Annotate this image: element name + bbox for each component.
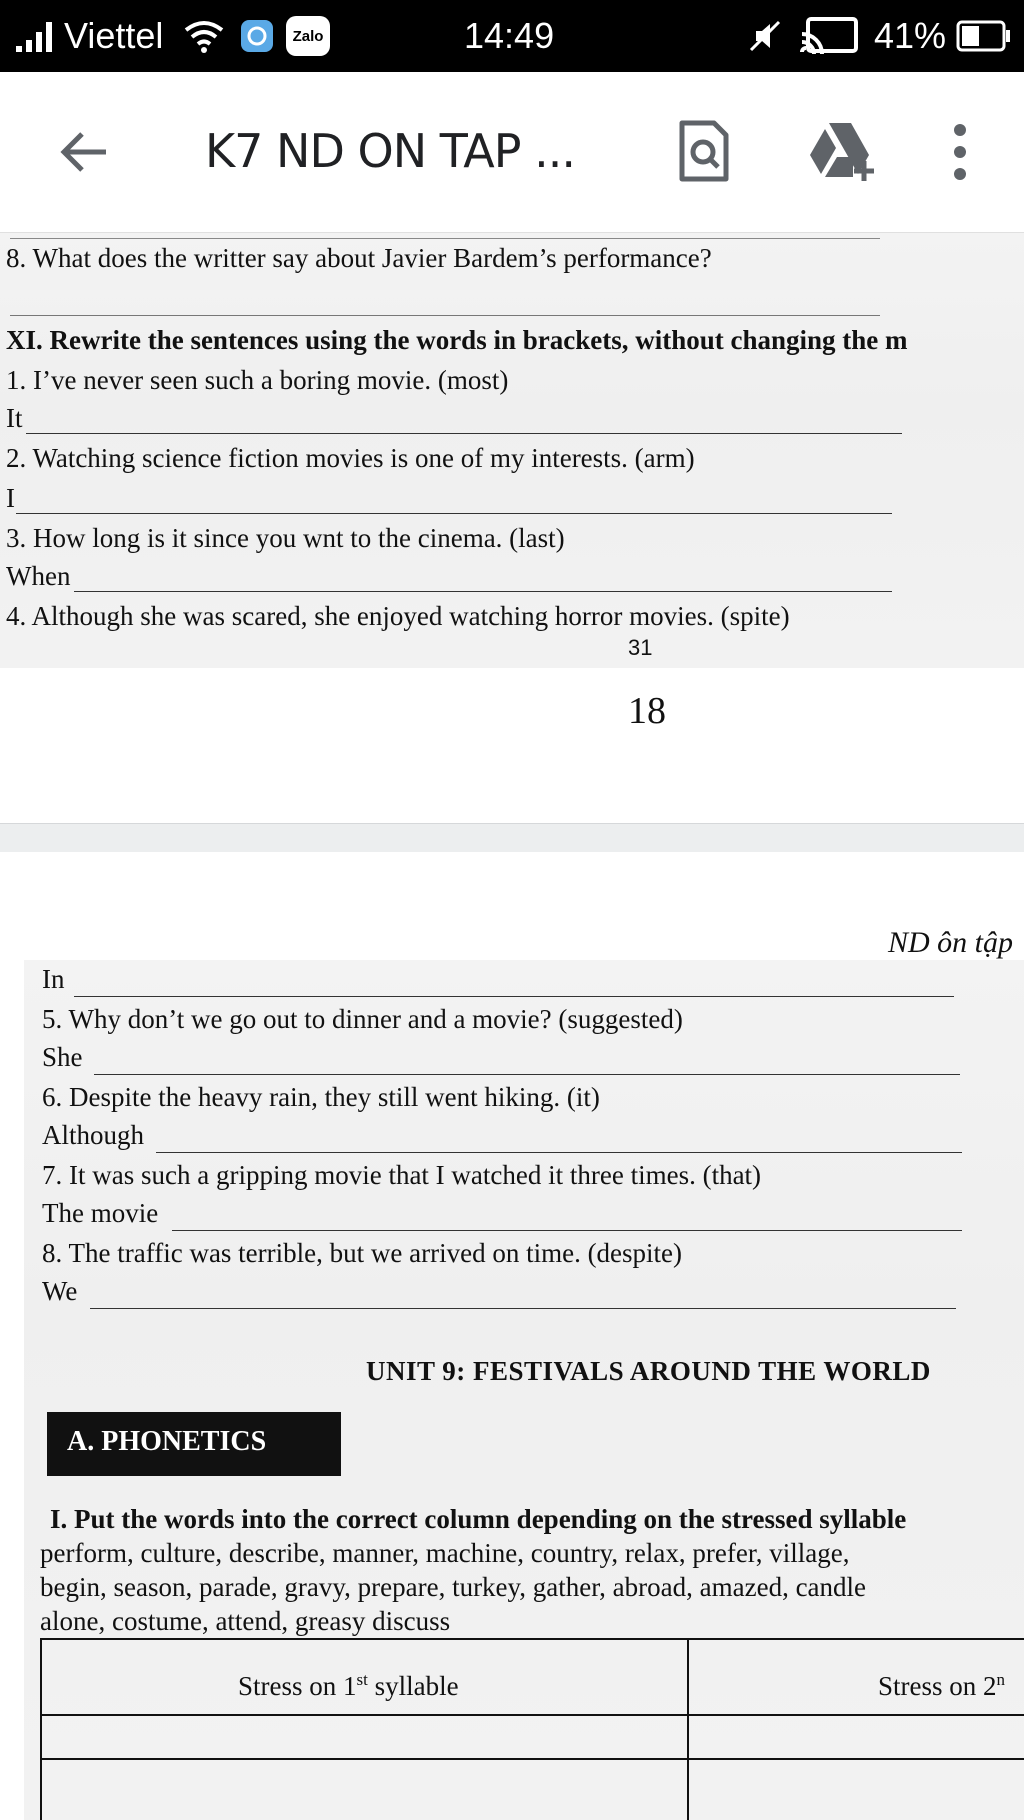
answer-line-6: [156, 1152, 962, 1153]
app-bar: [0, 72, 1024, 232]
answer-line-8: [90, 1308, 956, 1309]
section-xi-heading: XI. Rewrite the sentences using the words in brackets, without changing the m: [6, 325, 908, 355]
answer-prefix-6: Although: [42, 1120, 145, 1150]
answer-prefix-4: In: [42, 964, 65, 994]
more-vert-icon: [950, 122, 970, 182]
answer-line-4: [74, 996, 954, 997]
more-options-button[interactable]: [940, 112, 980, 192]
clock: 14:49: [464, 15, 555, 56]
table-row-divider: [42, 1758, 1024, 1760]
table-column-divider: [687, 1640, 689, 1820]
zalo-icon: [286, 0, 330, 72]
drive-add-icon: [807, 119, 879, 183]
carrier-name: Viettel: [64, 15, 164, 56]
app-notification-icon: [240, 0, 274, 72]
phonetics-label-box: [47, 1412, 341, 1476]
zalo-label: Zalo: [292, 27, 324, 45]
phonetics-label: A. PHONETICS: [67, 1426, 267, 1457]
rewrite-question-6: 6. Despite the heavy rain, they still went hiking. (it): [42, 1082, 600, 1112]
answer-line-3: [74, 591, 892, 592]
answer-prefix-1: It: [6, 403, 23, 433]
answer-prefix-7: The movie: [42, 1198, 159, 1228]
pdf-page-18: [0, 233, 1024, 823]
column-header-sup: st: [356, 1670, 368, 1689]
wifi-icon: [184, 0, 224, 72]
add-to-drive-button[interactable]: [800, 110, 886, 192]
column-header-sup: n: [996, 1670, 1006, 1689]
document-title: K7 ND ON TAP ...: [205, 124, 575, 178]
answer-line-7: [172, 1230, 962, 1231]
answer-prefix-5: She: [42, 1042, 83, 1072]
exercise-1-heading: I. Put the words into the correct column depending on the stressed syllable: [50, 1504, 907, 1534]
rewrite-question-1: 1. I’ve never seen such a boring movie. (most): [6, 365, 509, 395]
answer-prefix-2: I: [6, 483, 15, 513]
rewrite-question-2: 2. Watching science fiction movies is one of my interests. (arm): [6, 443, 695, 473]
answer-line-2: [16, 513, 892, 514]
column-header-text: syllable: [367, 1671, 459, 1701]
battery-percent: 41%: [874, 15, 947, 56]
table-row-divider: [42, 1714, 1024, 1716]
signal-icon: [14, 0, 60, 72]
cast-icon: [800, 0, 860, 72]
question-8: 8. What does the writter say about Javier Bardem’s performance?: [6, 243, 712, 273]
word-list-line-1: perform, culture, describe, manner, machine, country, relax, prefer, village,: [40, 1538, 850, 1568]
document-search-icon: [676, 119, 732, 183]
find-in-document-button[interactable]: [666, 110, 742, 192]
stress-table: [40, 1638, 1024, 1820]
rewrite-question-8: 8. The traffic was terrible, but we arrived on time. (despite): [42, 1238, 683, 1268]
rewrite-question-4: 4. Although she was scared, she enjoyed watching horror movies. (spite): [6, 601, 790, 631]
rewrite-question-5: 5. Why don’t we go out to dinner and a movie? (suggested): [42, 1004, 683, 1034]
unit-title: UNIT 9: FESTIVALS AROUND THE WORLD: [366, 1356, 931, 1386]
answer-line: [10, 315, 880, 316]
answer-prefix-8: We: [42, 1276, 78, 1306]
column-header-text: Stress on 1: [238, 1671, 357, 1701]
column-header-1st-syllable: [238, 1670, 459, 1702]
column-header-text: Stress on 2: [878, 1671, 997, 1701]
rewrite-question-3: 3. How long is it since you wnt to the cinema. (last): [6, 523, 565, 553]
answer-line-1: [26, 433, 902, 434]
word-list-line-2: begin, season, parade, gravy, prepare, turkey, gather, abroad, amazed, candle: [40, 1572, 867, 1602]
page-number: 18: [628, 690, 666, 732]
printed-page-number: 31: [628, 635, 653, 660]
running-header: ND ôn tập: [888, 926, 1014, 959]
column-header-2nd-syllable: [878, 1670, 1005, 1702]
answer-line-5: [94, 1074, 960, 1075]
pdf-page-19: [0, 852, 1024, 1820]
battery-icon: [956, 0, 1012, 72]
mute-icon: [748, 0, 782, 72]
answer-prefix-3: When: [6, 561, 71, 591]
rewrite-question-7: 7. It was such a gripping movie that I watched it three times. (that): [42, 1160, 762, 1190]
back-button[interactable]: [48, 116, 120, 188]
status-bar: [0, 0, 1024, 72]
back-arrow-icon: [56, 124, 112, 180]
page-divider: [0, 823, 1024, 853]
word-list-line-3: alone, costume, attend, greasy discuss: [40, 1606, 451, 1636]
answer-line: [10, 238, 880, 239]
